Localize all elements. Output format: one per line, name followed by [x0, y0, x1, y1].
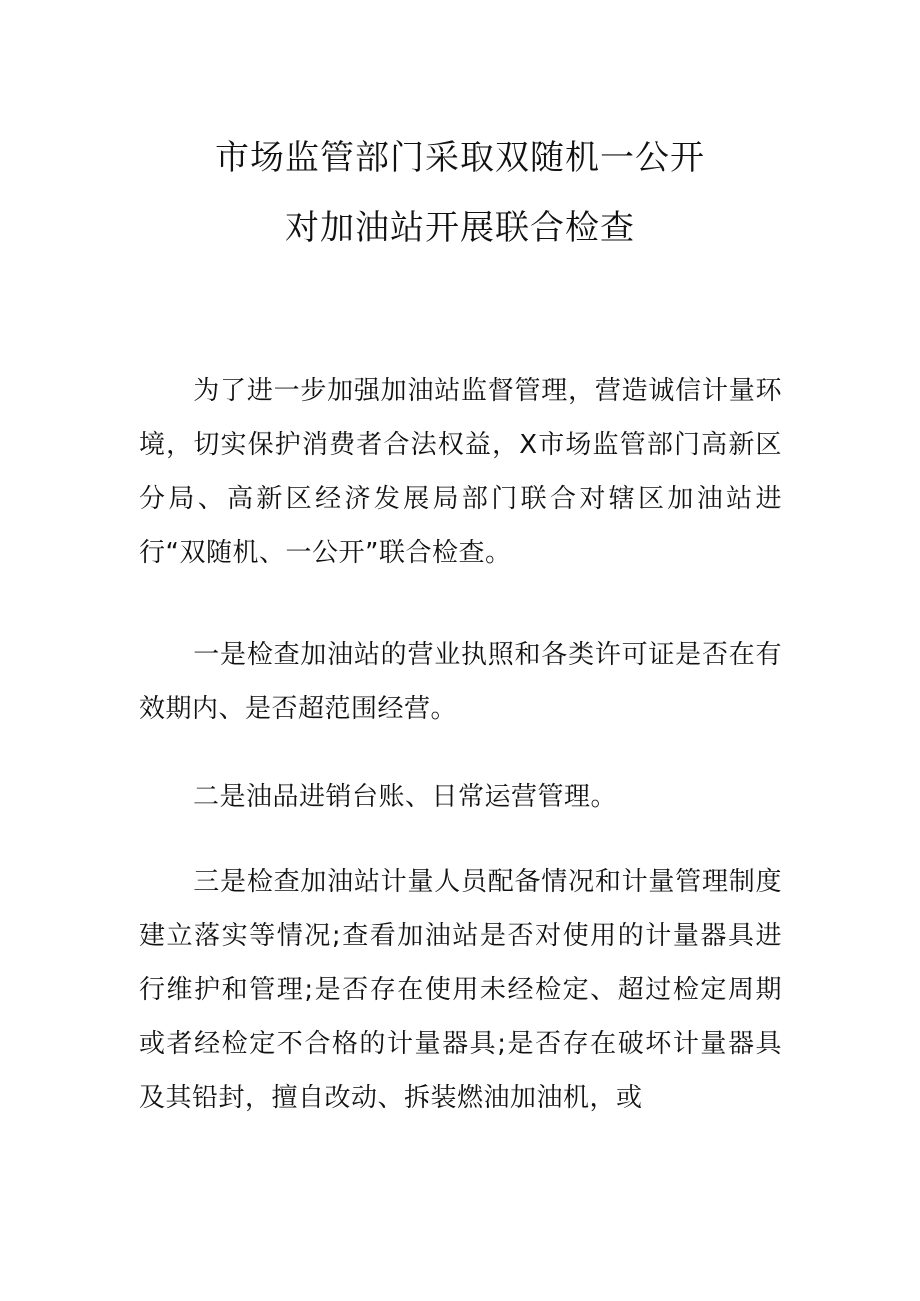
paragraph-text: 三是检查加油站计量人员配备情况和计量管理制度建立落实等情况;查看加油站是否对使用的计量器具进行维护和管理;是否存在使用未经检定、超过检定周期或者经检定不合格的计量器具;是否存在破坏计量器具及其铅封，擅自改动、拆装燃油加油机，或	[139, 867, 782, 1113]
paragraph-item-2	[139, 770, 782, 824]
paragraph-item-1	[139, 628, 782, 736]
paragraph-text: 为了进一步加强加油站监督管理，营造诚信计量环境，切实保护消费者合法权益，X市场监管部门高新区分局、高新区经济发展局部门联合对辖区加油站进行“双随机、一公开”联合检查。	[139, 376, 782, 568]
document-title-line-1: 市场监管部门采取双随机一公开	[215, 138, 705, 178]
paragraph-intro	[139, 364, 782, 580]
document-title-line-2: 对加油站开展联合检查	[285, 208, 635, 248]
paragraph-item-3	[139, 855, 782, 1125]
paragraph-text: 一是检查加油站的营业执照和各类许可证是否在有效期内、是否超范围经营。	[139, 640, 782, 724]
paragraph-text: 二是油品进销台账、日常运营管理。	[193, 782, 618, 812]
